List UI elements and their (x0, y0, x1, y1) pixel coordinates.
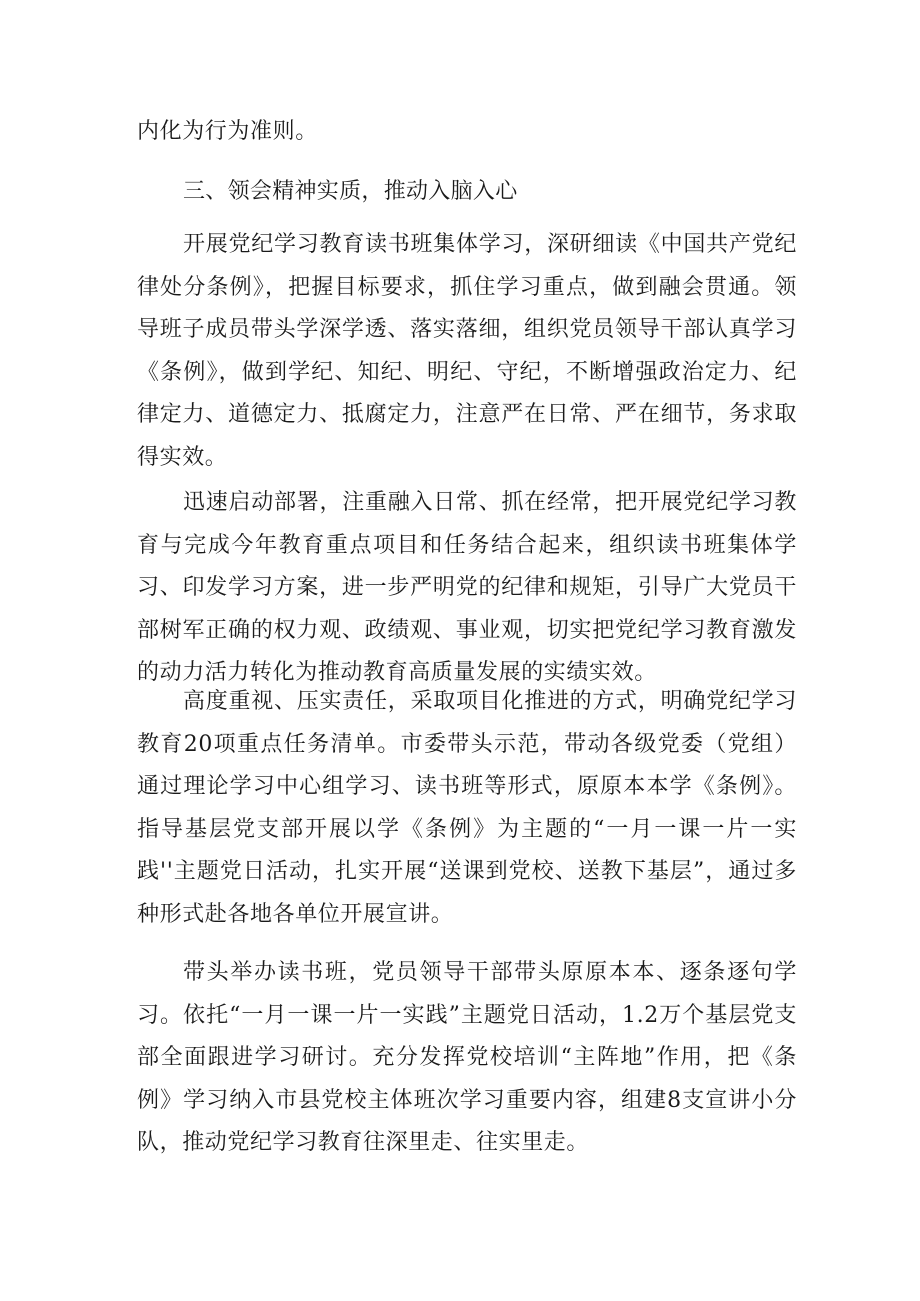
paragraph-2: 迅速启动部署，注重融入日常、抓在经常，把开展党纪学习教育与完成今年教育重点项目和任务结合起来，组织读书班集体学习、印发学习方案，进一步严明党的纪律和规矩，引导广大党员干部树军正确的权力观、政绩观、事业观，切实把党纪学习教育激发的动力活力转化为推动教育高质量发展的实绩实效。 (137, 490, 797, 686)
paragraph-3: 高度重视、压实责任，采取项目化推进的方式，明确党纪学习教育20项重点任务清单。市委带头示范，带动各级党委（党组）通过理论学习中心组学习、读书班等形式，原原本本学《条例》。指导基层党支部开展以学《条例》为主题的“一月一课一片一实践''主题党日活动，扎实开展“送课到党校、送教下基层”，通过多种形式赴各地各单位开展宣讲。 (137, 689, 797, 927)
paragraph-4: 带头举办读书班，党员领导干部带头原原本本、逐条逐句学习。依托“一月一课一片一实践”主题党日活动，1.2万个基层党支部全面跟进学习研讨。充分发挥党校培训“主阵地”作用，把《条例》学习纳入市县党校主体班次学习重要内容，组建8支宣讲小分队，推动党纪学习教育往深里走、往实里走。 (137, 960, 797, 1156)
continuation-text: 内化为行为准则。 (137, 119, 318, 144)
section-heading: 三、领会精神实质，推动入脑入心 (183, 179, 518, 204)
paragraph-1: 开展党纪学习教育读书班集体学习，深研细读《中国共产党纪律处分条例》，把握目标要求，抓住学习重点，做到融会贯通。领导班子成员带头学深学透、落实落细，组织党员领导干部认真学习《条例》，做到学纪、知纪、明纪、守纪，不断增强政治定力、纪律定力、道德定力、抵腐定力，注意严在日常、严在细节，务求取得实效。 (137, 232, 797, 470)
